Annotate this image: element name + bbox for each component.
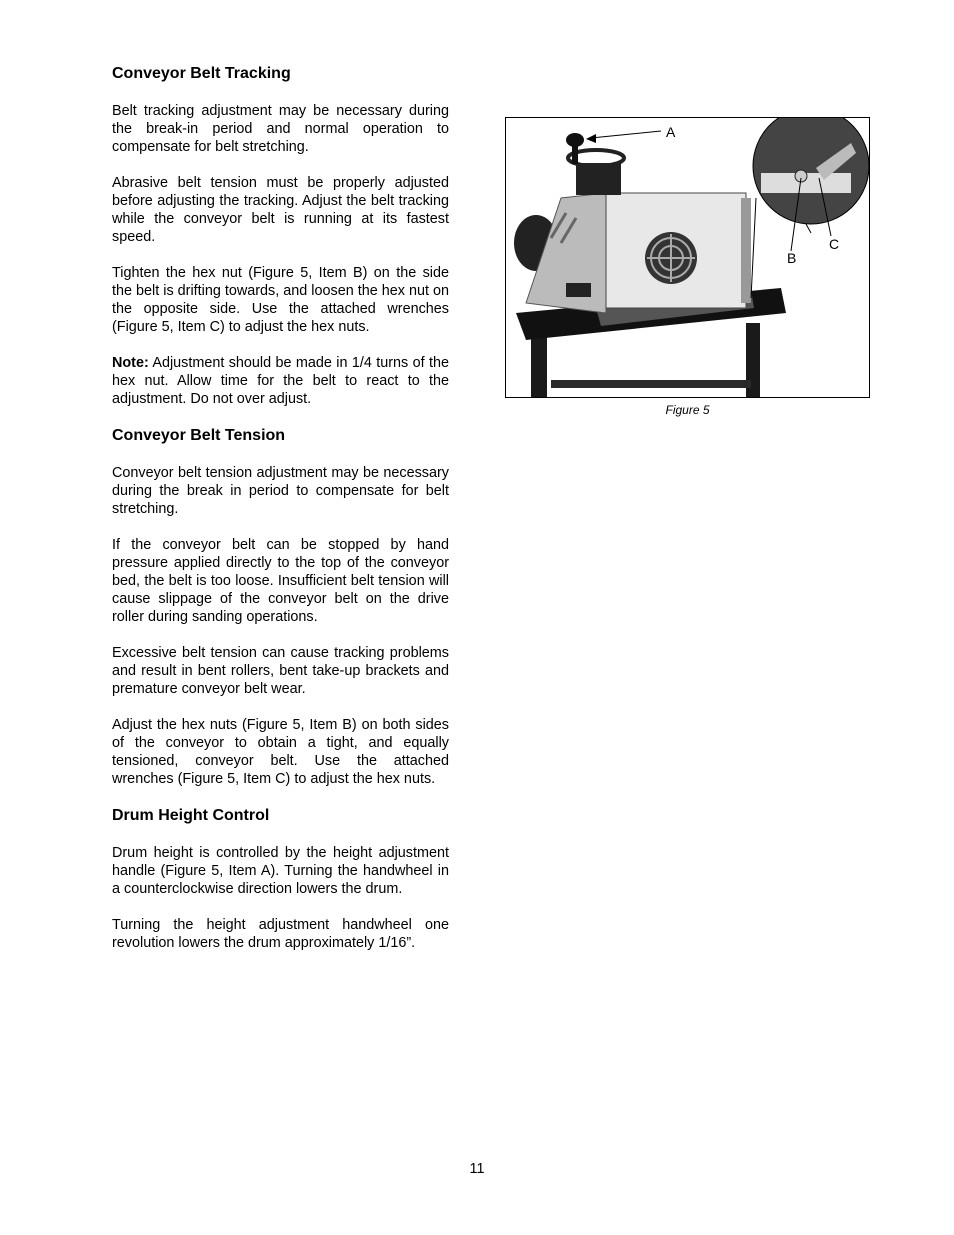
figure-caption: Figure 5 bbox=[665, 403, 710, 417]
callout-c: C bbox=[829, 236, 840, 252]
paragraph: Belt tracking adjustment may be necessary during the break-in period and normal operation to compensate for belt stretching. bbox=[112, 103, 449, 155]
paragraph: Abrasive belt tension must be properly adjusted before adjusting the tracking. Adjust the belt tracking while the conveyor belt is running at its fastest speed. bbox=[112, 175, 449, 245]
note-label: Note: bbox=[112, 355, 149, 371]
paragraph: If the conveyor belt can be stopped by hand pressure applied directly to the top of the conveyor bed, the belt is too loose. Insufficient belt tension will cause slippage of the conveyor belt on the drive roller during sanding operations. bbox=[112, 537, 449, 625]
paragraph: Conveyor belt tension adjustment may be necessary during the break in period to compensate for belt stretching. bbox=[112, 465, 449, 517]
section-heading-drum-height: Drum Height Control bbox=[112, 807, 270, 824]
callout-a: A bbox=[666, 124, 676, 140]
figure-5-image bbox=[505, 117, 870, 398]
paragraph: Turning the height adjustment handwheel one revolution lowers the drum approximately 1/16”. bbox=[112, 917, 449, 951]
section-heading-tension: Conveyor Belt Tension bbox=[112, 427, 286, 444]
paragraph: Excessive belt tension can cause tracking problems and result in bent rollers, bent take-up brackets and premature conveyor belt wear. bbox=[112, 645, 449, 697]
text-column bbox=[112, 64, 449, 970]
paragraph: Drum height is controlled by the height adjustment handle (Figure 5, Item A). Turning the handwheel in a counterclockwise direction lowers the drum. bbox=[112, 845, 449, 897]
paragraph: Tighten the hex nut (Figure 5, Item B) on the side the belt is drifting towards, and loosen the hex nut on the opposite side. Use the attached wrenches (Figure 5, Item C) to adjust the hex nuts. bbox=[112, 265, 449, 335]
callout-b: B bbox=[787, 250, 797, 266]
note-paragraph bbox=[112, 354, 449, 408]
page-number: 11 bbox=[469, 1161, 485, 1177]
section-heading-tracking: Conveyor Belt Tracking bbox=[112, 65, 291, 82]
sander-illustration bbox=[506, 118, 869, 397]
note-text: Adjustment should be made in 1/4 turns of the hex nut. Allow time for the belt to react to the adjustment. Do not over adjust. bbox=[112, 355, 449, 407]
paragraph: Adjust the hex nuts (Figure 5, Item B) on both sides of the conveyor to obtain a tight, and equally tensioned, conveyor belt. Use the attached wrenches (Figure 5, Item C) to adjust the hex nuts. bbox=[112, 717, 449, 787]
